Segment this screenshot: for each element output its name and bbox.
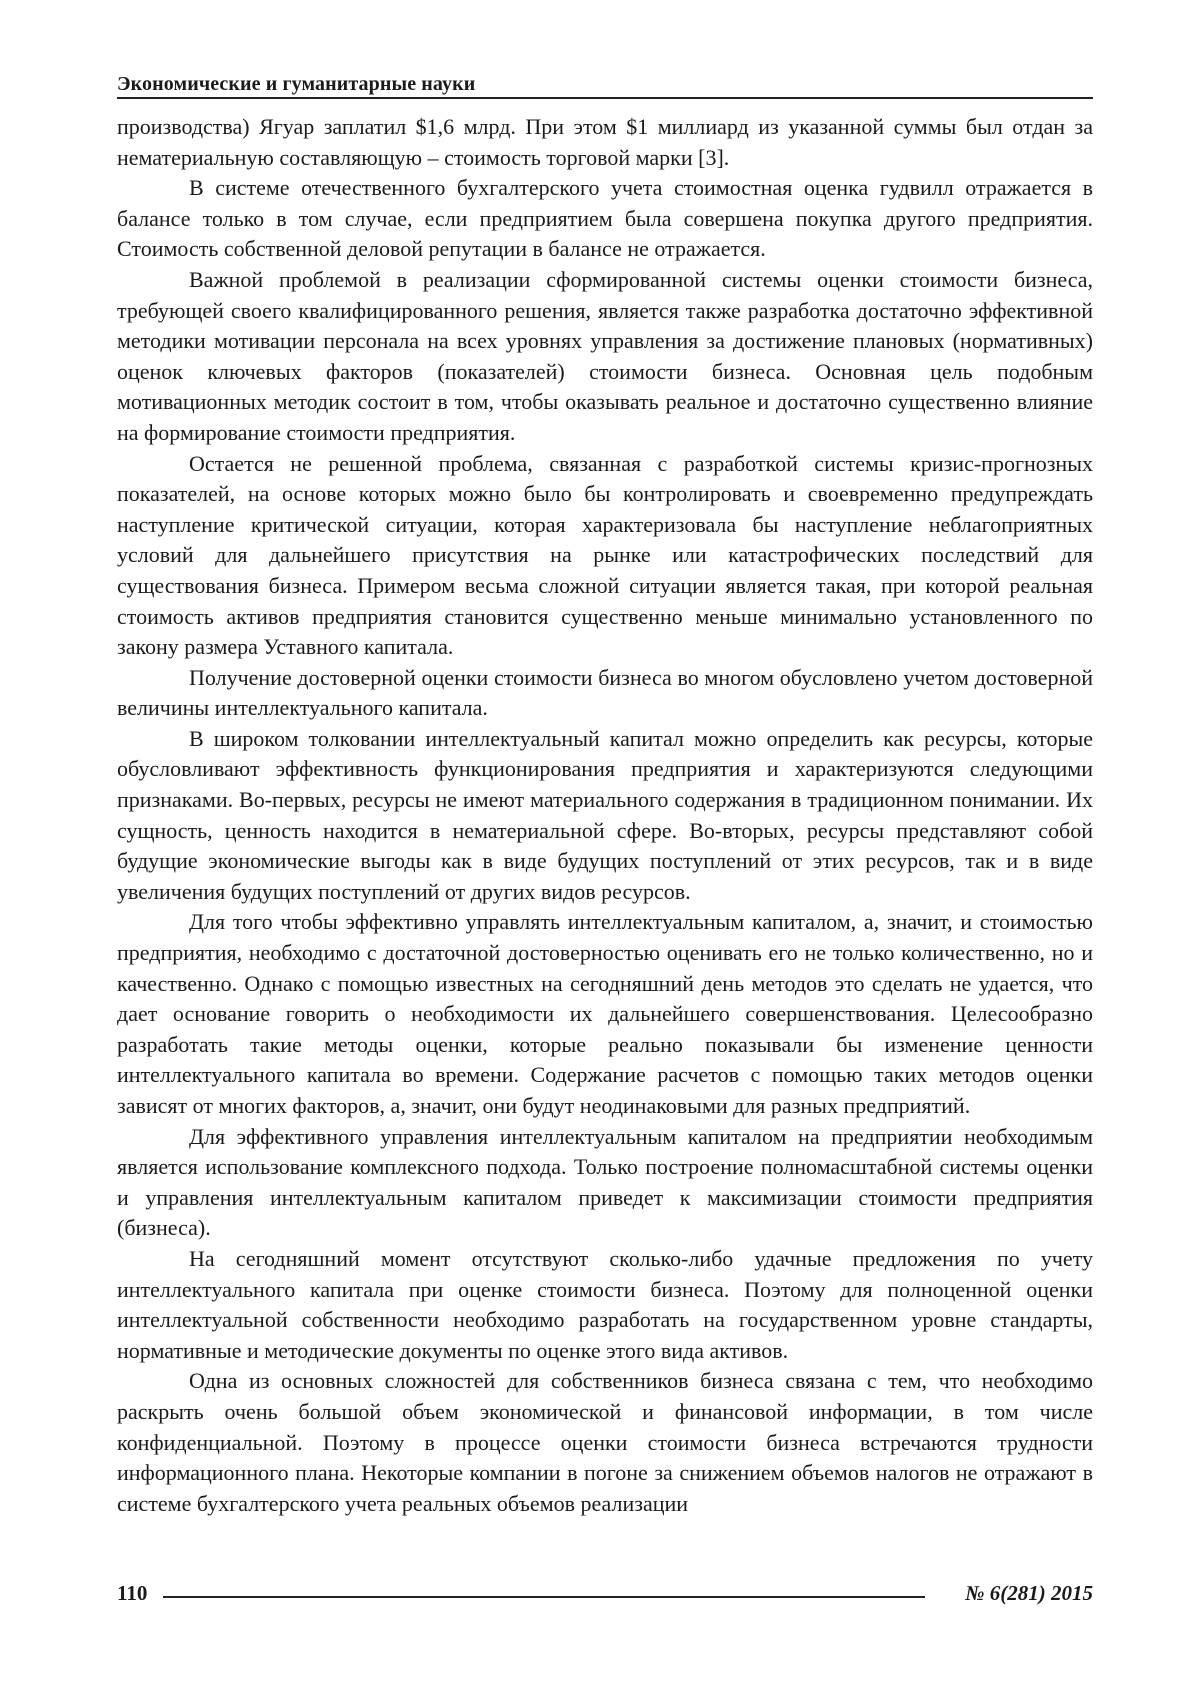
issue-number: № 6(281) 2015 [965, 1580, 1093, 1606]
paragraph: Остается не решенной проблема, связанная с разработкой системы кризис-прогнозных показателей, на основе которых можно было бы контролировать и своевременно предупреждать наступление критической ситуации, которая характеризовала бы наступление неблагоприятных условий для дальнейшего присутствия на рынке или катастрофических последствий для существования бизнеса. Примером весьма сложной ситуации является такая, при которой реальная стоимость активов предприятия становится существенно меньше минимально установленного по закону размера Уставного капитала. [117, 449, 1093, 663]
paragraph: Одна из основных сложностей для собственников бизнеса связана с тем, что необходимо раскрыть очень большой объем экономической и финансовой информации, в том числе конфиденциальной. Поэтому в процессе оценки стоимости бизнеса встречаются трудности информационного плана. Некоторые компании в погоне за снижением объемов налогов не отражают в системе бухгалтерского учета реальных объемов реализации [117, 1366, 1093, 1519]
paragraph: Для того чтобы эффективно управлять интеллектуальным капиталом, а, значит, и стоимостью предприятия, необходимо с достаточной достоверностью оценивать его не только количественно, но и качественно. Однако с помощью известных на сегодняшний день методов это сделать не удается, что дает основание говорить о необходимости их дальнейшего совершенствования. Целесообразно разработать такие методы оценки, которые реально показывали бы изменение ценности интеллектуального капитала во времени. Содержание расчетов с помощью таких методов оценки зависят от многих факторов, а, значит, они будут неодинаковыми для разных предприятий. [117, 907, 1093, 1121]
page-footer [117, 1580, 1093, 1610]
paragraph: Получение достоверной оценки стоимости бизнеса во многом обусловлено учетом достоверной величины интеллектуального капитала. [117, 663, 1093, 724]
paragraph: На сегодняшний момент отсутствуют сколько-либо удачные предложения по учету интеллектуального капитала при оценке стоимости бизнеса. Поэтому для полноценной оценки интеллектуальной собственности необходимо разработать на государственном уровне стандарты, нормативные и методические документы по оценке этого вида активов. [117, 1244, 1093, 1366]
running-header [117, 72, 1093, 99]
article-body [117, 112, 1093, 1519]
paragraph: В системе отечественного бухгалтерского учета стоимостная оценка гудвилл отражается в балансе только в том случае, если предприятием была совершена покупка другого предприятия. Стоимость собственной деловой репутации в балансе не отражается. [117, 173, 1093, 265]
page-number: 110 [117, 1580, 147, 1606]
footer-divider [163, 1596, 925, 1598]
paragraph: производства) Ягуар заплатил $1,6 млрд. При этом $1 миллиард из указанной суммы был отдан за нематериальную составляющую – стоимость торговой марки [3]. [117, 112, 1093, 173]
document-page [0, 0, 1200, 1698]
paragraph: В широком толковании интеллектуальный капитал можно определить как ресурсы, которые обусловливают эффективность функционирования предприятия и характеризуются следующими признаками. Во-первых, ресурсы не имеют материального содержания в традиционном понимании. Их сущность, ценность находится в нематериальной сфере. Во-вторых, ресурсы представляют собой будущие экономические выгоды как в виде будущих поступлений от этих ресурсов, так и в виде увеличения будущих поступлений от других видов ресурсов. [117, 724, 1093, 908]
paragraph: Важной проблемой в реализации сформированной системы оценки стоимости бизнеса, требующей своего квалифицированного решения, является также разработка достаточно эффективной методики мотивации персонала на всех уровнях управления за достижение плановых (нормативных) оценок ключевых факторов (показателей) стоимости бизнеса. Основная цель подобным мотивационных методик состоит в том, чтобы оказывать реальное и достаточно существенно влияние на формирование стоимости предприятия. [117, 265, 1093, 449]
journal-section-title: Экономические и гуманитарные науки [117, 72, 1093, 96]
paragraph: Для эффективного управления интеллектуальным капиталом на предприятии необходимым является использование комплексного подхода. Только построение полномасштабной системы оценки и управления интеллектуальным капиталом приведет к максимизации стоимости предприятия (бизнеса). [117, 1122, 1093, 1244]
